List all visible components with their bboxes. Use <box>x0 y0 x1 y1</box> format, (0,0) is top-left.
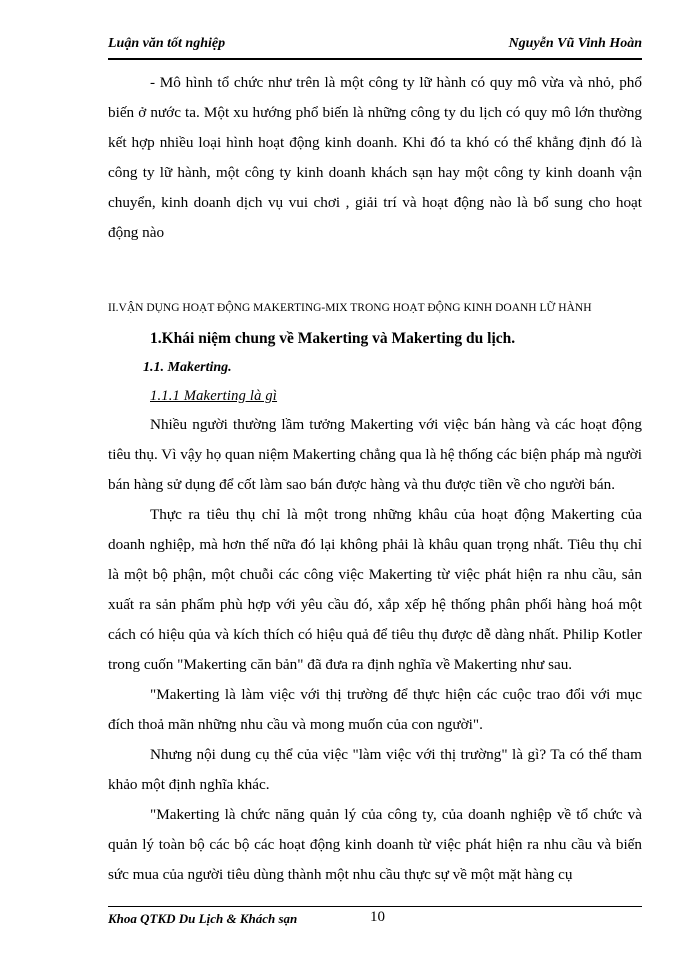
page-number: 10 <box>370 909 385 925</box>
page-header <box>108 36 642 60</box>
paragraph-management-definition: "Makerting là chức năng quản lý của công ty, của doanh nghiệp về tổ chức và quản lý toàn bộ các bộ các hoạt động kinh doanh từ việc phát hiện ra nhu cầu và biến sức mua của người tiêu dùng thành một nhu cầu thực sự về một mặt hàng cụ <box>108 806 642 883</box>
header-thesis-label: Luận văn tốt nghiệp <box>108 36 226 51</box>
paragraph-kotler-definition: "Makerting là làm việc với thị trường để thực hiện các cuộc trao đổi với mục đích thoả mãn những nhu cầu và mong muốn của con người". <box>108 686 642 733</box>
header-author-name: Nguyễn Vũ Vinh Hoàn <box>508 36 642 51</box>
heading-1-1: 1.1. Makerting. <box>143 360 232 375</box>
page-body <box>108 68 642 890</box>
heading-1: 1.Khái niệm chung về Makerting và Makerting du lịch. <box>150 330 516 347</box>
paragraph-consumption: Thực ra tiêu thụ chỉ là một trong những khâu của hoạt động Makerting của doanh nghiệp, mà hơn thế nữa đó lại không phải là khâu quan trọng nhất. Tiêu thụ chỉ là một bộ phận, một chuỗi các công việc Makerting từ việc phát hiện ra nhu cầu, sản xuất ra sản phẩm phù hợp với yêu cầu đó, xắp xếp hệ thống phân phối hàng hoá một cách có hiệu qủa và kích thích có hiệu quả để tiêu thụ được dễ dàng nhất. Philip Kotler trong cuốn "Makerting căn bản" đã đưa ra định nghĩa về Makerting như sau. <box>108 506 642 673</box>
paragraph-misconception: Nhiều người thường lầm tưởng Makerting với việc bán hàng và các hoạt động tiêu thụ. Vì vậy họ quan niệm Makerting chẳng qua là hệ thống các biện pháp mà người bán hàng sử dụng để cốt làm sao bán được hàng và thu được tiền về cho người bán. <box>108 416 642 493</box>
spacer <box>108 248 642 296</box>
section-heading-ii: II.VẬN DỤNG HOẠT ĐỘNG MAKERTING-MIX TRONG HOẠT ĐỘNG KINH DOANH LỮ HÀNH <box>108 302 592 314</box>
paragraph-org-model: - Mô hình tổ chức như trên là một công ty lữ hành có quy mô vừa và nhỏ, phổ biến ở nước ta. Một xu hướng phổ biến là những công ty du lịch có quy mô lớn thường kết hợp nhiều loại hình hoạt động kinh doanh. Khi đó ta khó có thể khẳng định đó là công ty lữ hành, một công ty kinh doanh khách sạn hay một công ty kinh doanh vận chuyển, kinh doanh dịch vụ vui chơi , giải trí và hoạt động nào là bổ sung cho hoạt động nào <box>108 74 642 241</box>
page-footer <box>108 906 642 937</box>
footer-faculty: Khoa QTKD Du Lịch & Khách sạn <box>108 911 298 926</box>
paragraph-market-question: Nhưng nội dung cụ thể của việc "làm việc với thị trường" là gì? Ta có thể tham khảo một định nghĩa khác. <box>108 746 642 793</box>
heading-1-1-1: 1.1.1 Makerting là gì <box>150 388 278 404</box>
